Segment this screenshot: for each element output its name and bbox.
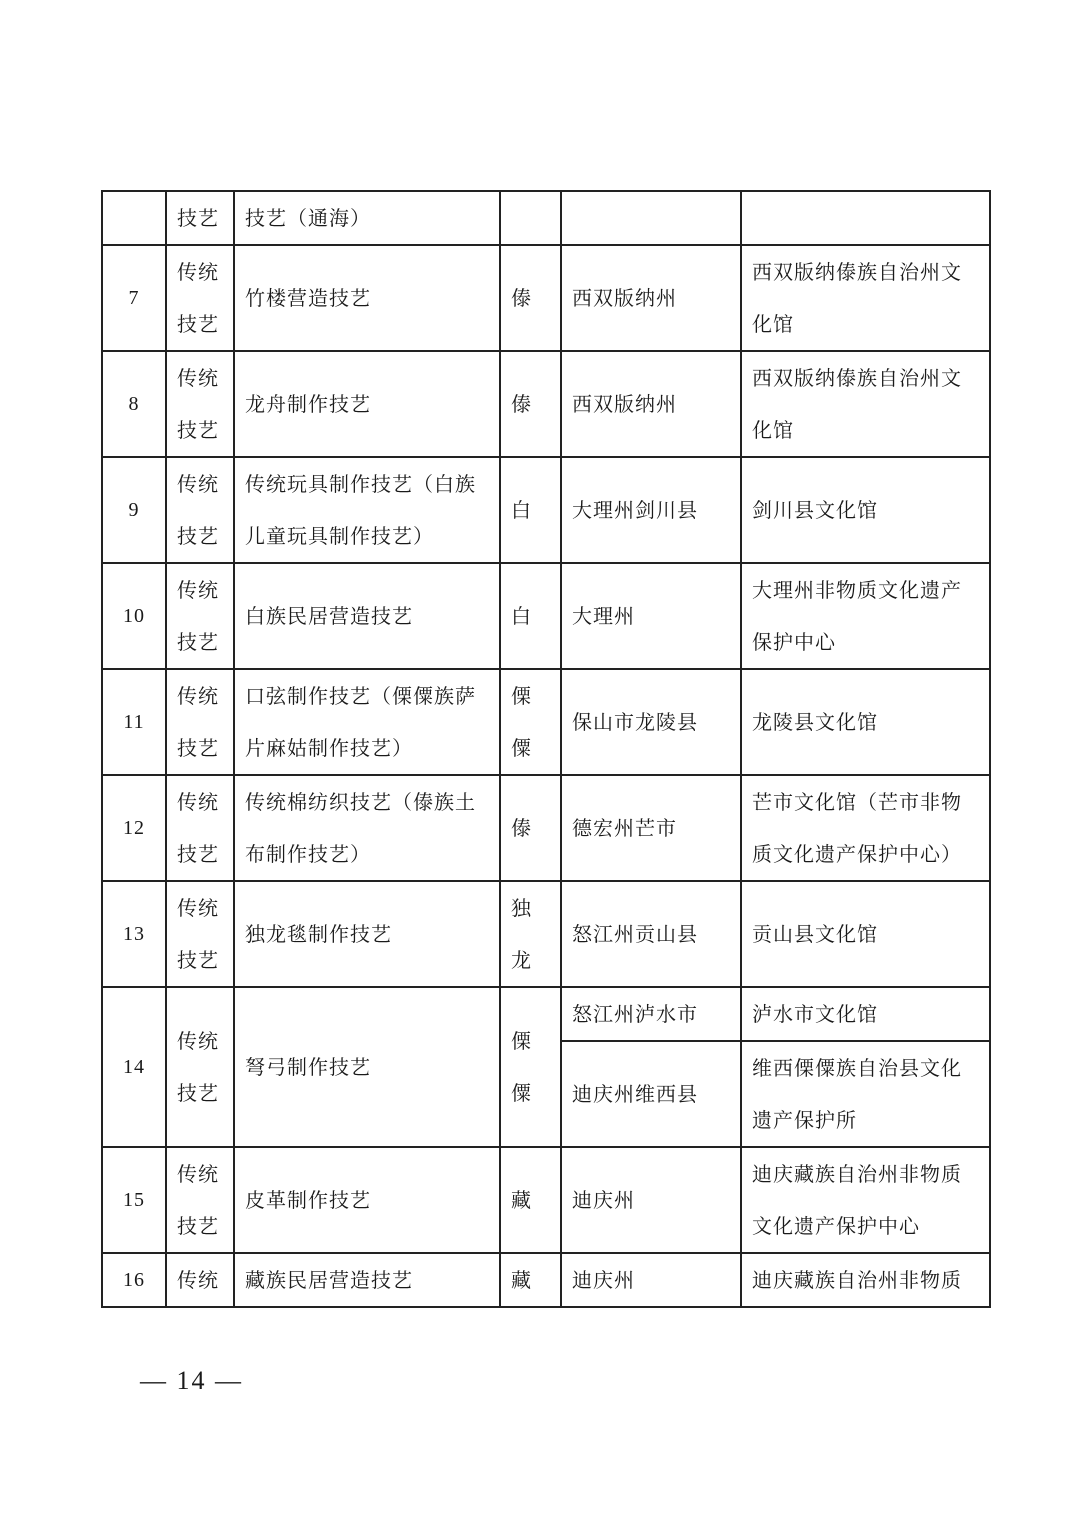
row-project: 传统棉纺织技艺（傣族土布制作技艺） [234, 775, 500, 881]
row-region [561, 191, 741, 245]
table-row [102, 1147, 990, 1253]
row-project: 独龙毯制作技艺 [234, 881, 500, 987]
row-category: 传统技艺 [166, 245, 234, 351]
table-row [102, 457, 990, 563]
row-number: 13 [102, 881, 166, 987]
row-ethnicity: 傈僳 [500, 669, 561, 775]
row-unit: 西双版纳傣族自治州文化馆 [741, 245, 990, 351]
table-row [102, 669, 990, 775]
row-ethnicity: 白 [500, 457, 561, 563]
heritage-project-table [101, 190, 991, 1308]
row-ethnicity: 傣 [500, 351, 561, 457]
row-number: 10 [102, 563, 166, 669]
row-project: 皮革制作技艺 [234, 1147, 500, 1253]
row-region: 怒江州贡山县 [561, 881, 741, 987]
row-category: 传统技艺 [166, 669, 234, 775]
row-region: 德宏州芒市 [561, 775, 741, 881]
row-number: 12 [102, 775, 166, 881]
row-number: 9 [102, 457, 166, 563]
table-row [102, 775, 990, 881]
row-project: 藏族民居营造技艺 [234, 1253, 500, 1307]
row-category: 传统技艺 [166, 351, 234, 457]
row-category: 传统技艺 [166, 987, 234, 1147]
row-unit: 迪庆藏族自治州非物质 [741, 1253, 990, 1307]
row-ethnicity: 藏 [500, 1147, 561, 1253]
row-region: 保山市龙陵县 [561, 669, 741, 775]
row-project: 技艺（通海） [234, 191, 500, 245]
row-project: 传统玩具制作技艺（白族儿童玩具制作技艺） [234, 457, 500, 563]
table-row [102, 1253, 990, 1307]
table-row [102, 351, 990, 457]
row-number: 15 [102, 1147, 166, 1253]
row-unit: 迪庆藏族自治州非物质文化遗产保护中心 [741, 1147, 990, 1253]
row-ethnicity: 独龙 [500, 881, 561, 987]
row-region: 迪庆州 [561, 1253, 741, 1307]
row-region: 怒江州泸水市 [561, 987, 741, 1041]
row-project: 龙舟制作技艺 [234, 351, 500, 457]
row-region: 迪庆州 [561, 1147, 741, 1253]
row-ethnicity: 傣 [500, 775, 561, 881]
row-unit: 芒市文化馆（芒市非物质文化遗产保护中心） [741, 775, 990, 881]
row-unit: 剑川县文化馆 [741, 457, 990, 563]
row-number [102, 191, 166, 245]
row-number: 7 [102, 245, 166, 351]
row-number: 14 [102, 987, 166, 1147]
row-ethnicity: 白 [500, 563, 561, 669]
row-category: 传统技艺 [166, 457, 234, 563]
row-number: 16 [102, 1253, 166, 1307]
table-row [102, 563, 990, 669]
row-project: 弩弓制作技艺 [234, 987, 500, 1147]
row-unit: 西双版纳傣族自治州文化馆 [741, 351, 990, 457]
row-category: 技艺 [166, 191, 234, 245]
row-ethnicity: 傈僳 [500, 987, 561, 1147]
row-category: 传统技艺 [166, 775, 234, 881]
row-project: 白族民居营造技艺 [234, 563, 500, 669]
row-region: 大理州 [561, 563, 741, 669]
row-number: 11 [102, 669, 166, 775]
row-ethnicity [500, 191, 561, 245]
table-row [102, 245, 990, 351]
row-unit: 泸水市文化馆 [741, 987, 990, 1041]
row-ethnicity: 傣 [500, 245, 561, 351]
page-number: — 14 — [140, 1366, 243, 1395]
row-category: 传统技艺 [166, 1147, 234, 1253]
row-region: 西双版纳州 [561, 245, 741, 351]
table-row [102, 881, 990, 987]
row-region: 西双版纳州 [561, 351, 741, 457]
row-category: 传统技艺 [166, 563, 234, 669]
row-region: 迪庆州维西县 [561, 1041, 741, 1147]
row-region: 大理州剑川县 [561, 457, 741, 563]
row-unit: 龙陵县文化馆 [741, 669, 990, 775]
row-category: 传统技艺 [166, 881, 234, 987]
row-project: 竹楼营造技艺 [234, 245, 500, 351]
row-category: 传统 [166, 1253, 234, 1307]
row-project: 口弦制作技艺（傈僳族萨片麻姑制作技艺） [234, 669, 500, 775]
row-number: 8 [102, 351, 166, 457]
table-row [102, 987, 990, 1041]
row-unit: 贡山县文化馆 [741, 881, 990, 987]
row-ethnicity: 藏 [500, 1253, 561, 1307]
row-unit [741, 191, 990, 245]
row-unit: 大理州非物质文化遗产保护中心 [741, 563, 990, 669]
row-unit: 维西傈僳族自治县文化遗产保护所 [741, 1041, 990, 1147]
table-row [102, 191, 990, 245]
